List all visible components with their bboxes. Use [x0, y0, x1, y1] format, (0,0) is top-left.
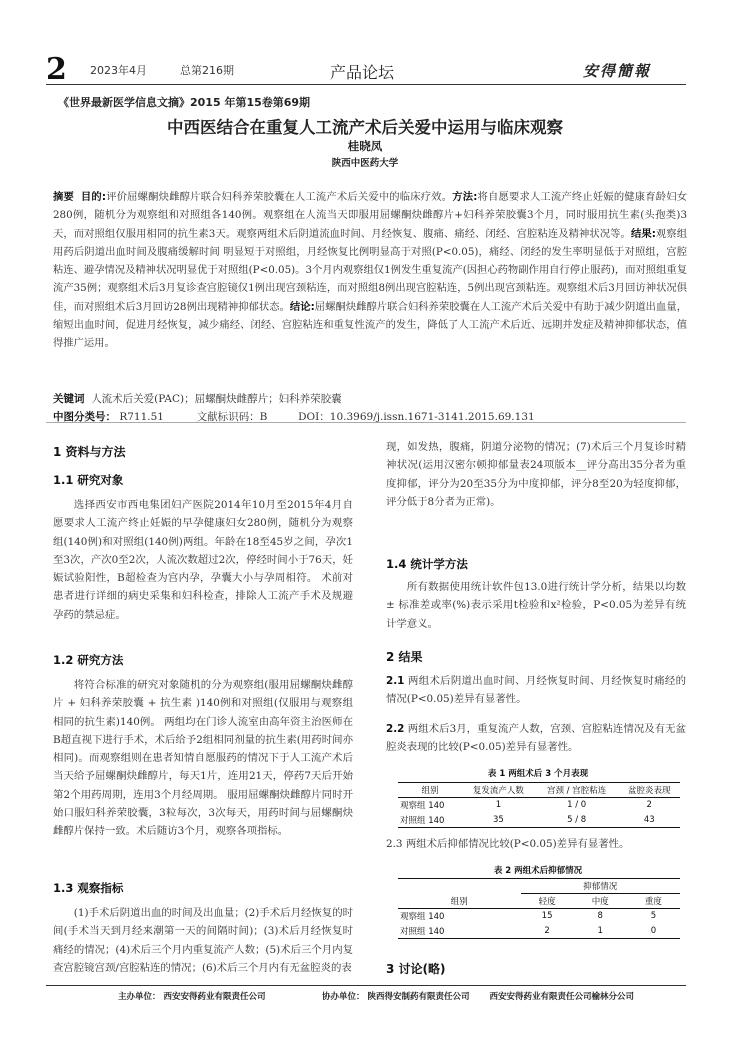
- table-cell: 1 / 0: [567, 800, 587, 811]
- section-1-heading: 1 资料与方法: [53, 445, 126, 459]
- classification-label: 中图分类号：: [53, 411, 116, 423]
- table-1-header-cell: 组别: [398, 783, 462, 798]
- table-row: [398, 909, 680, 924]
- table-cell: 1: [495, 800, 502, 811]
- keywords-line: [53, 391, 693, 406]
- table-1-title: 表 1 两组术后 3 个月表现: [487, 769, 589, 779]
- table-2-header-row: [398, 894, 680, 909]
- section-1-1-heading: 1.1 研究对象: [53, 473, 124, 487]
- section-1-3-text-continued-content: 现，如发热，腹痛，阴道分泌物的情况；(7)术后三个月复诊时精神状况(运用汉密尔顿抑郁量表24项版本__评分高出35分者为重度抑郁，评分为20至35分为中度抑郁，评分8至20为轻度抑郁，评分低于8分者为正常)。: [386, 441, 686, 508]
- result-2-1-text: 两组术后阴道出血时间、月经恢复时间、月经恢复时痛经的情况(P<0.05)差异有显著性。: [386, 675, 686, 706]
- section-1-3-text-continued: [386, 438, 686, 542]
- table-1-header-cell: 盆腔炎表现: [618, 783, 680, 798]
- header-divider: [46, 84, 686, 85]
- table-cell: 对照组 140: [398, 924, 521, 939]
- table-cell: 2: [646, 800, 652, 811]
- method-label: 方法:: [452, 191, 478, 203]
- result-2-2-text: 两组术后3月，重复流产人数，宫颈、宫腔粘连情况及有无盆腔炎表现的比较(P<0.05)差异有显著性。: [386, 723, 686, 754]
- table-row: [398, 924, 680, 939]
- table-2-blank-cell: [398, 879, 521, 894]
- abstract-divider: [46, 422, 686, 423]
- table-cell: 5: [650, 911, 657, 922]
- table-1-header-cell: 复发流产人数: [462, 783, 535, 798]
- objective-label: 目的:: [80, 191, 107, 203]
- section-1-4-text: 所有数据使用统计软件包13.0进行统计学分析，结果以均数 ± 标准差或率(%)表示采用t检验和x²检验，P<0.05为差异有统计学意义。: [386, 581, 686, 630]
- result-2-3: 2.3 两组术后抑郁情况比较(P<0.05)差异有显著性。: [386, 838, 630, 850]
- table-cell: 35: [462, 813, 535, 828]
- table-2-group-header: 抑郁情况: [521, 879, 680, 894]
- section-name: 产品论坛: [330, 63, 395, 82]
- page-header: [0, 0, 730, 86]
- table-cell: 15: [541, 911, 553, 922]
- footer-divider: [46, 985, 686, 986]
- section-1-3-text: (1)手术后阴道出血的时间及出血量；(2)手术后月经恢复的时间(手术当天到月经来潮第一天的间隔时间)；(3)术后月经恢复时痛经的情况；(4)术后三个月内重复流产人数；(5)术后三个月内复查宫腔镜宫颈/宫腔粘连的情况；(6)术后三个月内有无盆腔炎的表: [53, 907, 353, 974]
- abstract-label: 摘要: [53, 191, 74, 203]
- section-1-2-text: 将符合标准的研究对象随机的分为观察组(服用屈螺酮炔雌醇片 + 妇科养荣胶囊 + 抗生素 )140例和对照组(仅服用与观察组相同的抗生素)140例。 两组均在门诊人流室由高年资主治医师在B超直视下进行手术，术后给予2组相同剂量的抗生素(用药时间亦相同)。而观察组则在患者知情自愿服药的情况下于人工流产术后当天给予屈螺酮炔雌醇片，每天1片，连用21天，停药7天后开始第2个用药周期，连用3个月经周期。 服用屈螺酮炔雌醇片同时开始口服妇科养荣胶囊，3粒每次，3次每天，用药时间与屈螺酮炔雌醇片保持一致。术后随访3个月，观察各项指标。: [53, 679, 353, 838]
- section-2-heading: 2 结果: [386, 650, 423, 664]
- footer-sponsor: 主办单位： 西安安得药业有限责任公司: [118, 992, 266, 1002]
- table-cell: 8: [597, 911, 603, 922]
- conclusion-label: 结论:: [289, 300, 315, 313]
- masthead-logo: 安得簡報: [583, 62, 652, 80]
- abstract: [53, 188, 687, 353]
- table-1-header-cell: 宫颈 / 宫腔粘连: [535, 783, 619, 798]
- result-2-2: [386, 720, 686, 757]
- section-1-2-heading: 1.2 研究方法: [53, 653, 124, 667]
- article-title: 中西医结合在重复人工流产术后关爱中运用与临床观察: [167, 118, 563, 137]
- page-number: 2: [46, 52, 67, 87]
- footer-co-sponsor: [322, 990, 634, 1002]
- table-row: [398, 798, 680, 813]
- table-2-title: 表 2 两组术后抑郁情况: [493, 866, 583, 876]
- footer-co-sponsor-1: 陕西得安制药有限责任公司: [367, 992, 470, 1002]
- issue-number: 总第216期: [180, 64, 234, 77]
- issue-date: 2023年4月: [90, 64, 147, 77]
- doi: DOI：10.3969/j.issn.1671-3141.2015.69.131: [298, 411, 535, 423]
- result-2-1-number: 2.1: [386, 675, 405, 687]
- table-1-header-row: [398, 783, 680, 798]
- section-1-4-heading: 1.4 统计学方法: [386, 557, 468, 571]
- keywords-label: 关键词: [53, 393, 85, 405]
- table-1: [398, 782, 680, 828]
- table-cell: 43: [618, 813, 680, 828]
- table-2-header-cell: 中度: [574, 894, 627, 909]
- table-2-header-cell: 重度: [627, 894, 680, 909]
- table-cell: 对照组 140: [398, 813, 462, 828]
- table-cell: 观察组 140: [400, 801, 445, 812]
- table-2-header-cell: 组别: [398, 894, 521, 909]
- article-affiliation: 陕西中医药大学: [331, 158, 399, 169]
- result-label: 结果:: [630, 227, 656, 240]
- footer-co-sponsor-2: 西安安得药业有限责任公司榆林分公司: [489, 992, 634, 1002]
- document-code: 文献标识码：B: [196, 411, 268, 423]
- section-3-heading: 3 讨论(略): [386, 962, 446, 976]
- table-cell: 2: [521, 924, 574, 939]
- method-text: 将自愿要求人工流产终止妊娠的健康育龄妇女280例，随机分为观察组和对照组各140例。观察组在人流当天即服用屈螺酮炔雌醇片+妇科养荣胶囊3个月，同时服用抗生素(头孢类)3天，而对照组仅服用相同的抗生素3天。观察两组术后阴道流血时间、月经恢复、腹痛、痛经、闭经、宫腔粘连及精神状况等。: [53, 191, 688, 240]
- table-2-header-cell: 轻度: [521, 894, 574, 909]
- result-2-2-number: 2.2: [386, 723, 405, 735]
- table-cell: 0: [627, 924, 680, 939]
- table-cell: 1: [574, 924, 627, 939]
- table-cell: 5 / 8: [535, 813, 619, 828]
- table-cell: 观察组 140: [400, 912, 445, 923]
- objective-text: 评价屈螺酮炔雌醇片联合妇科养荣胶囊在人工流产术后关爱中的临床疗效。: [106, 191, 453, 203]
- table-2: [398, 878, 680, 939]
- footer-co-sponsor-label: 协办单位：: [322, 992, 365, 1002]
- result-text: 观察组用药后阴道出血时间及腹痛缓解时间 明显短于对照组，月经恢复比例明显高于对照(P<0.05)，痛经、闭经的发生率明显低于对照组，宫腔粘连、避孕情况及精神状况明显优于对照组(P<0.05)。3个月内观察组仅1例发生重复流产(因担心药物副作用自行停止服药)，而对照组重复流产35例；观察组术后3月复诊查宫腔镜仅1例出现宫颈粘连，而对照组8例出现宫腔粘连，5例出现宫颈粘连。观察组术后3月回访神状况俱佳，而对照组术后3月回访28例出现精神抑郁状态。: [53, 227, 688, 313]
- article-source: 《世界最新医学信息文摘》2015 年第15卷第69期: [58, 96, 311, 109]
- keywords-text: 人流术后关爱(PAC)；屈螺酮炔雌醇片；妇科养荣胶囊: [91, 393, 342, 405]
- table-row: [398, 813, 680, 828]
- section-1-1-text: 选择西安市西电集团妇产医院2014年10月至2015年4月自愿要求人工流产终止妊娠的早孕健康妇女280例，随机分为观察组(140例)和对照组(140例)两组。年龄在18至45岁之间，孕次1至3次，产次0至2次，人流次数超过2次，停经时间小于76天，妊娠试验阳性，B超检查为宫内孕，孕囊大小与孕周相符。 术前对患者进行详细的病史采集和妇科检查，排除人工流产手术及规避孕药的禁忌症。: [53, 499, 353, 621]
- classification-code: R711.51: [119, 411, 164, 423]
- section-1-3-heading: 1.3 观察指标: [53, 881, 124, 895]
- result-2-1: [386, 672, 686, 709]
- article-author: 桂晓凤: [347, 139, 383, 153]
- conclusion-text: 屈螺酮炔雌醇片联合妇科养荣胶囊在人工流产术后关爱中有助于减少阴道出血量，缩短出血时间，促进月经恢复，减少痛经、闭经、宫腔粘连和重复性流产的发生，降低了人工流产术后近、远期并发症及精神抑郁状态，值得推广运用。: [53, 300, 687, 350]
- table-2-group-row: [398, 879, 680, 894]
